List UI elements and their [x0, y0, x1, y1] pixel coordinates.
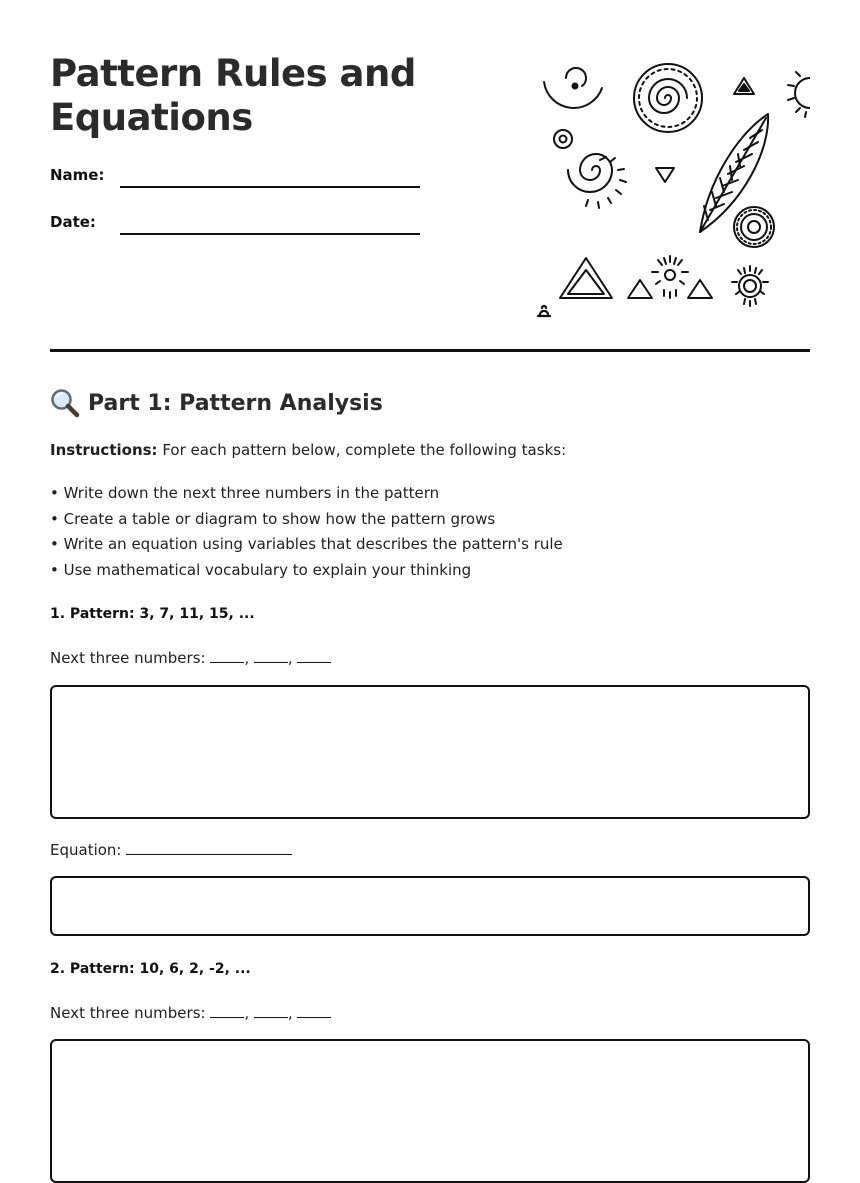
- pattern-1-equation-box[interactable]: [50, 876, 810, 936]
- target-doodle-icon: [554, 130, 572, 148]
- radiant-triangles-doodle-icon: [628, 256, 712, 298]
- spiral-shell-doodle-icon: [568, 154, 626, 208]
- pattern-1-work-box[interactable]: [50, 685, 810, 819]
- spiral-doodle-icon: [544, 68, 602, 108]
- pattern-2-title: 2. Pattern: 10, 6, 2, -2, ...: [50, 961, 251, 977]
- equation-label: Equation:: [50, 841, 127, 859]
- doodle-art: [530, 60, 810, 325]
- instructions-label: Instructions:: [50, 441, 158, 459]
- date-label: Date:: [50, 213, 96, 231]
- pattern-1-title: 1. Pattern: 3, 7, 11, 15, ...: [50, 606, 255, 622]
- answer-blank[interactable]: [210, 1003, 244, 1018]
- tiny-swirl-doodle-icon: [538, 306, 550, 316]
- large-triangle-doodle-icon: [560, 258, 612, 298]
- pattern-2-next-numbers: Next three numbers: , ,: [50, 1003, 331, 1022]
- date-field[interactable]: [120, 233, 420, 235]
- task-item: • Write an equation using variables that describes the pattern's rule: [50, 535, 563, 554]
- header-divider: [50, 349, 810, 352]
- part-1-heading: [50, 388, 383, 418]
- spiral-circle-doodle-icon: [634, 64, 702, 132]
- task-item: • Use mathematical vocabulary to explain your thinking: [50, 560, 472, 579]
- concentric-circles-doodle-icon: [734, 207, 774, 247]
- title-line-2: Equations: [50, 96, 253, 139]
- pattern-1-next-numbers: Next three numbers: , ,: [50, 648, 331, 667]
- task-item: • Write down the next three numbers in the pattern: [50, 484, 440, 502]
- pattern-2-work-box[interactable]: [50, 1039, 810, 1183]
- triangle-doodle-icon: [734, 78, 754, 94]
- part-1-heading-text: Part 1: Pattern Analysis: [88, 390, 383, 416]
- answer-blank[interactable]: [254, 648, 288, 663]
- answer-blank[interactable]: [297, 648, 331, 663]
- next-numbers-label: Next three numbers:: [50, 649, 211, 667]
- sun-doodle-icon: [788, 72, 810, 117]
- magnifying-glass-icon: [50, 388, 80, 418]
- page-title: [50, 52, 416, 140]
- pattern-1-equation: [50, 840, 292, 859]
- title-line-1: Pattern Rules and: [50, 52, 416, 95]
- answer-blank[interactable]: [210, 648, 244, 663]
- next-numbers-label: Next three numbers:: [50, 1004, 211, 1022]
- sun-circle-doodle-icon: [732, 266, 768, 306]
- task-item: • Create a table or diagram to show how the pattern grows: [50, 509, 496, 528]
- instructions: [50, 441, 566, 459]
- answer-blank[interactable]: [254, 1003, 288, 1018]
- name-field[interactable]: [120, 186, 420, 188]
- down-triangle-doodle-icon: [656, 168, 674, 182]
- name-label: Name:: [50, 166, 105, 184]
- equation-blank[interactable]: [126, 840, 292, 855]
- task-list: [50, 482, 563, 584]
- instructions-text: For each pattern below, complete the following tasks:: [157, 441, 567, 459]
- answer-blank[interactable]: [297, 1003, 331, 1018]
